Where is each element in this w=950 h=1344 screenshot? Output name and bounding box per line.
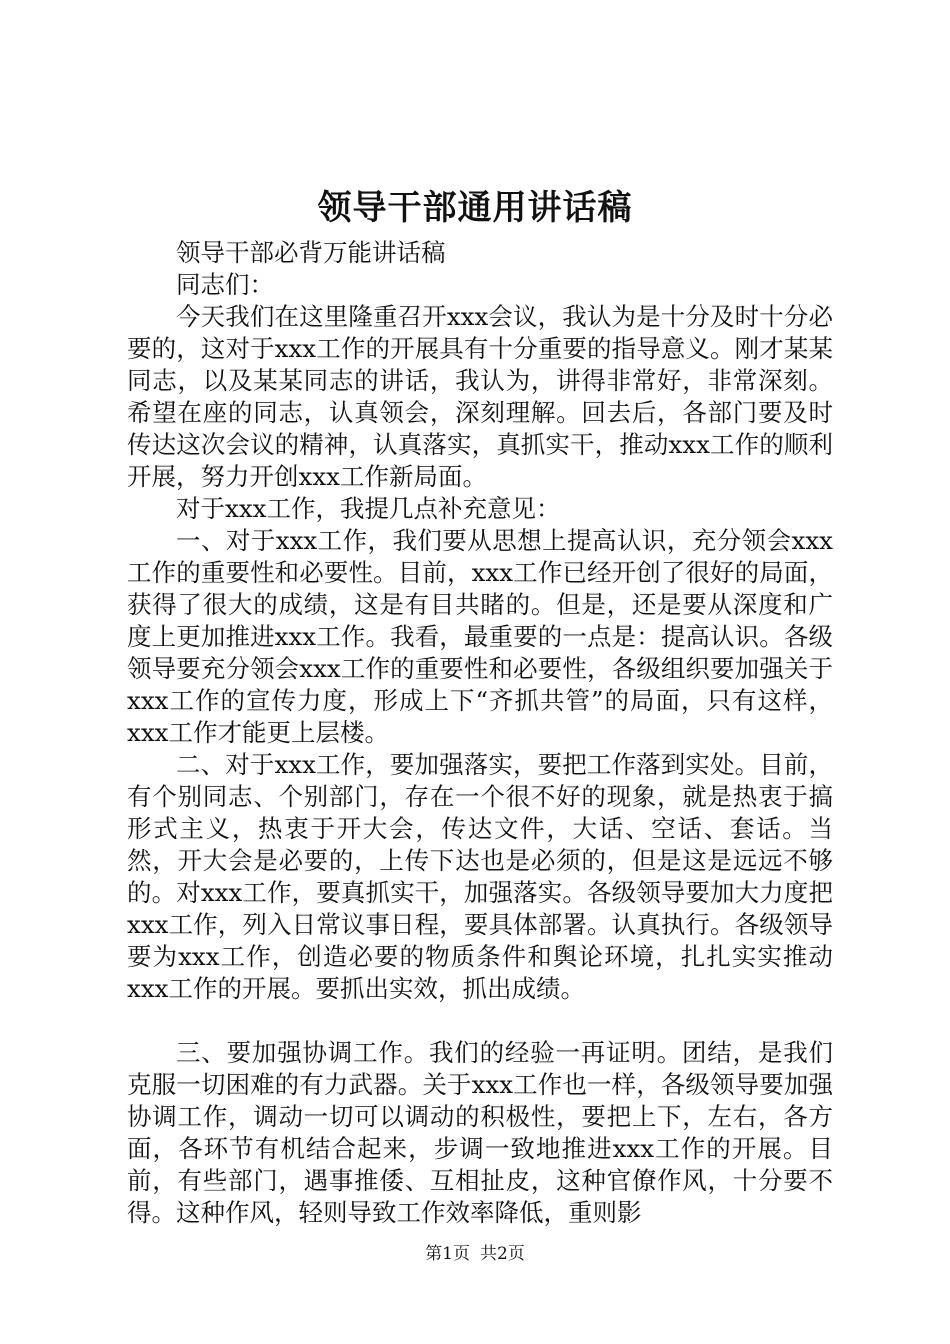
body-paragraph: 二、对于xxx工作，要加强落实，要把工作落到实处。目前，有个别同志、个别部门，存在一个很不好的现象，就是热衷于搞形式主义，热衷于开大会，传达文件，大话、空话、套话。当然，开大会是必要的，上传下达也是必须的，但是这是远远不够的。对xxx工作，要真抓实干，加强落实。各级领导要加大力度把xxx工作，列入日常议事日程，要具体部署。认真执行。各级领导要为xxx工作，创造必要的物质条件和舆论环境，扎扎实实推动xxx工作的开展。要抓出实效，抓出成绩。 xyxy=(127,750,833,1003)
body-paragraph: 三、要加强协调工作。我们的经验一再证明。团结，是我们克服一切困难的有力武器。关于xxx工作也一样，各级领导要加强协调工作，调动一切可以调动的积极性，要把上下，左右，各方面，各环节有机结合起来，步调一致地推进xxx工作的开展。目前，有些部门，遇事推倭、互相扯皮，这种官僚作风，十分要不得。这种作风，轻则导致工作效率降低，重则影 xyxy=(127,1038,833,1227)
page-number: 第1页 xyxy=(425,1244,470,1264)
page-footer xyxy=(0,1242,950,1266)
body-paragraph: 今天我们在这里隆重召开xxx会议，我认为是十分及时十分必要的，这对于xxx工作的开展具有十分重要的指导意义。刚才某某同志，以及某某同志的讲话，我认为，讲得非常好，非常深刻。希望在座的同志，认真领会，深刻理解。回去后，各部门要及时传达这次会议的精神，认真落实，真抓实干，推动xxx工作的顺利开展，努力开创xxx工作新局面。 xyxy=(127,302,833,491)
salutation-paragraph: 同志们： xyxy=(176,270,274,299)
subtitle-paragraph: 领导干部必背万能讲话稿 xyxy=(176,238,446,267)
document-body xyxy=(127,237,833,1229)
body-paragraph: 对于xxx工作，我提几点补充意见： xyxy=(176,494,561,523)
document-title: 领导干部通用讲话稿 xyxy=(317,188,633,228)
body-paragraph: 一、对于xxx工作，我们要从思想上提高认识，充分领会xxx工作的重要性和必要性。目前，xxx工作已经开创了很好的局面，获得了很大的成绩，这是有目共睹的。但是，还是要从深度和广度上更加推进xxx工作。我看，最重要的一点是：提高认识。各级领导要充分领会xxx工作的重要性和必要性，各级组织要加强关于xxx工作的宣传力度，形成上下“齐抓共管”的局面，只有这样，xxx工作才能更上层楼。 xyxy=(127,526,833,747)
page-total: 共2页 xyxy=(480,1244,525,1264)
